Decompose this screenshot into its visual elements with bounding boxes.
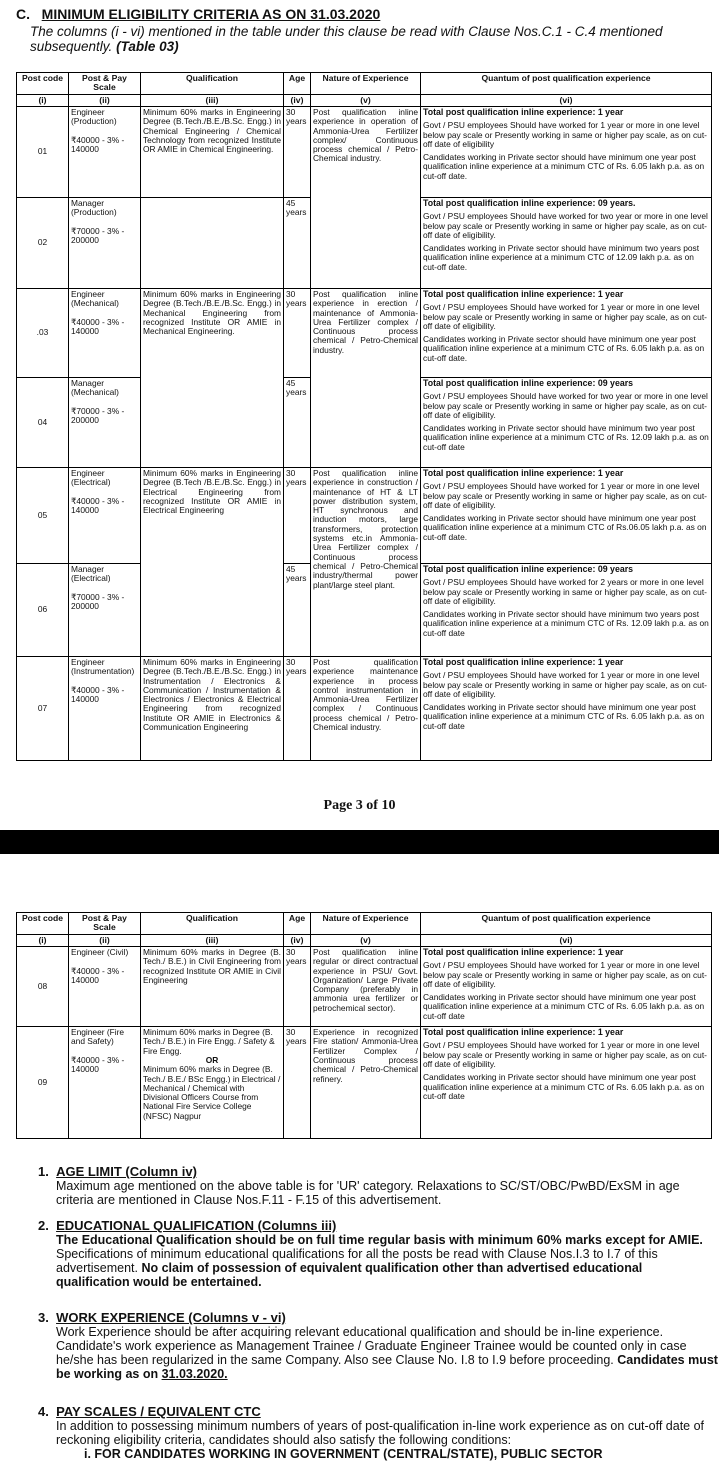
quantum-heading: Total post qualification inline experience: 09 years [423,378,634,388]
age-cell: 30 years [284,947,311,1027]
quantum-cell [421,564,712,657]
document-page-4 [0,854,719,1468]
page-separator-bar [0,830,719,854]
note-bold-2: No claim of possession of equivalent qualification other than advertised educational qualification would be entertained. [56,1261,643,1289]
note-work-experience [38,1310,718,1381]
experience-cell: Post qualification experience maintenance experience in process control instrumentation in Ammonia-Urea Fertilizer complex / Continuous process chemical / Petro-Chemical industry. [311,657,421,761]
quantum-heading: Total post qualification inline experience: 1 year [423,468,624,478]
post-pay-cell [69,564,141,657]
quantum-private: Candidates working in Private sector should have minimum one year post qualification inline experience at a minimum CTC of Rs. 6.05 lakh p.a. as on cut-off date [423,702,705,731]
quantum-cell [421,468,712,564]
experience-cell: Experience in recognized Fire station/ Ammonia-Urea Fertilizer Complex / Continuous process chemical / Petro-Chemical refinery. [311,1027,421,1139]
quantum-private: Candidates working in Private sector should have minimum one year post qualification inline experience at a minimum CTC of Rs. 6.05 lakh p.a. as on cut-off date. [423,152,705,181]
experience-cell: Post qualification inline experience in construction / maintenance of HT & LT power distribution system, HT synchronous and induction motors, large transformers, protection systems etc.in Ammonia-Urea Fertilizer complex / Continuous process chemical / Petro-Chemical industry/thermal power plant/large steel plant. [311,468,421,657]
numeral-v: (v) [311,935,421,947]
quantum-govt: Govt / PSU employees Should have worked for 1 year or more in one level below pay scale or Presently working in same or higher pay scale, as on cut-off date of eligibility. [423,960,707,989]
post-code-cell: .03 [17,289,69,378]
quantum-heading: Total post qualification inline experience: 1 year [423,657,624,667]
quantum-private: Candidates working in Private sector should have minimum two year post qualification inline experience at a minimum CTC of Rs. 12.09 lakh p.a. as on cut-off date [423,423,709,452]
note-body [56,1325,718,1381]
eligibility-table-page2 [16,912,712,1139]
post-name: Manager (Mechanical) [71,378,119,398]
table-row [17,947,712,1027]
post-code-cell: 02 [17,198,69,289]
post-name: Engineer (Instrumentation) [71,657,135,677]
quantum-private: Candidates working in Private sector should have minimum two years post qualification inline experience at a minimum CTC of Rs. 12.09 lakh p.a. as on cut-off date [423,609,709,638]
pay-scale: ₹40000 - 3% - 140000 [71,134,125,155]
quantum-cell [421,289,712,378]
note-number: 1. [38,1164,49,1179]
note-bold: Candidates must be working as on [56,1353,718,1381]
note-body: In addition to possessing minimum numbers of years of post-qualification in-line work experience as on cut-off date of reckoning eligibility criteria, candidates should also satisfy the following conditions: [56,1419,705,1447]
quantum-private: Candidates working in Private sector should have minimum one year post qualification inline experience at a minimum CTC of Rs. 6.05 lakh p.a. as on cut-off date [423,1072,705,1101]
numeral-i: (i) [17,95,69,107]
numeral-iii: (iii) [141,95,284,107]
quantum-cell [421,1027,712,1139]
section-heading [16,6,380,22]
table-header-row [17,73,712,95]
quantum-private: Candidates working in Private sector should have minimum one year post qualification inline experience at a minimum CTC of Rs.06.05 lakh p.a. as on cut-off date. [423,513,707,542]
section-letter: C. [16,6,30,22]
numeral-i: (i) [17,935,69,947]
quantum-govt: Govt / PSU employees Should have worked for 1 year or more in one level below pay scale or Presently working in same or higher pay scale, as on cut-off date of eligibility. [423,1040,707,1069]
note-normal: Specifications of minimum educational qualifications for all the posts be read with Clause Nos.I.3 to I.7 of this advertisement. [56,1247,658,1275]
age-cell: 30 years [284,657,311,761]
quantum-cell [421,198,712,289]
table-row [17,289,712,378]
quantum-govt: Govt / PSU employees Should have worked for 1 year or more in one level below pay scale or Presently working in same or higher pay scale, as on cut-off date of eligibility. [423,302,707,331]
post-code-cell: 01 [17,107,69,198]
note-title: AGE LIMIT (Column iv) [56,1164,197,1179]
note-pay-scales [38,1404,718,1461]
table-row [17,1027,712,1139]
qualification-option-a: Minimum 60% marks in Degree (B. Tech./ B.E.) in Fire Engg. / Safety & Fire Engg. [143,1027,275,1056]
age-cell: 45 years [284,564,311,657]
post-code-cell: 04 [17,378,69,468]
note-title: WORK EXPERIENCE (Columns v - vi) [56,1310,286,1325]
post-name: Manager (Production) [71,198,117,218]
note-number: 2. [38,1218,49,1233]
post-pay-cell [69,468,141,564]
quantum-govt: Govt / PSU employees Should have worked for 1 year or more in one level below pay scale or Presently working in same or higher pay scale, as on cut-off date of eligibility. [423,670,707,699]
numeral-ii: (ii) [69,95,141,107]
quantum-heading: Total post qualification inline experience: 09 years. [423,198,636,208]
pay-scale: ₹40000 - 3% - 140000 [71,495,125,516]
quantum-heading: Total post qualification inline experience: 1 year [423,947,624,957]
header-quantum: Quantum of post qualification experience [421,913,712,935]
quantum-govt: Govt / PSU employees Should have worked for 1 year or more in one level below pay scale or Presently working in same or higher pay scale, as on cut-off date of eligibility. [423,481,707,510]
numeral-vi: (vi) [421,95,712,107]
qualification-cell: Minimum 60% marks in Engineering Degree (B.Tech /B.E./B.Sc. Engg.) in Electrical Engineering from recognized Institute OR AMIE in Electrical Engineering [141,468,284,657]
note-body [56,1233,718,1289]
quantum-private: Candidates working in Private sector should have minimum one year post qualification inline experience at a minimum CTC of Rs. 6.05 lakh p.a. as on cut-off date [423,992,705,1021]
note-body: Maximum age mentioned on the above table is for 'UR' category. Relaxations to SC/ST/OBC/PwBD/ExSM in age criteria are mentioned in Clause Nos.F.11 - F.15 of this advertisement. [56,1179,680,1207]
numeral-ii: (ii) [69,935,141,947]
note-number: 3. [38,1310,49,1325]
qualification-cell [141,1027,284,1139]
numeral-vi: (vi) [421,935,712,947]
quantum-cell [421,378,712,468]
post-name: Manager (Electrical) [71,564,111,584]
table-header-row [17,913,712,935]
header-post-pay: Post & Pay Scale [69,73,141,95]
pay-scale: ₹40000 - 3% - 140000 [71,316,125,337]
numeral-iv: (iv) [284,935,311,947]
post-pay-cell [69,947,141,1027]
note-normal: Work Experience should be after acquiring relevant educational qualification and should be in-line experience. Candidate's work experience as Management Trainee / Graduate Engineer Trainee would be counted only in case he/she has been regularized in the same Company. Also see Clause No. I.8 to I.9 before proceeding. [56,1325,687,1367]
numeral-iv: (iv) [284,95,311,107]
age-cell: 30 years [284,468,311,564]
post-code-cell: 09 [17,1027,69,1139]
quantum-cell [421,947,712,1027]
quantum-private: Candidates working in Private sector should have minimum one year post qualification inline experience at a minimum CTC of Rs. 6.05 lakh p.a. as on cut-off date. [423,334,705,363]
quantum-heading: Total post qualification inline experience: 1 year [423,289,624,299]
post-code-cell: 07 [17,657,69,761]
quantum-heading: Total post qualification inline experience: 1 year [423,1027,624,1038]
note-title: PAY SCALES / EQUIVALENT CTC [56,1404,261,1419]
page-number: Page 3 of 10 [323,798,396,813]
post-code-cell: 06 [17,564,69,657]
note-date: 31.03.2020. [161,1367,228,1381]
header-age: Age [284,913,311,935]
header-quantum: Quantum of post qualification experience [421,73,712,95]
post-name: Engineer (Electrical) [71,468,111,488]
pay-scale: ₹70000 - 3% - 200000 [71,225,125,246]
post-pay-cell [69,1027,141,1139]
header-age: Age [284,73,311,95]
note-number: 4. [38,1404,49,1419]
table-row [17,657,712,761]
quantum-private: Candidates working in Private sector should have minimum two years post qualification inline experience at a minimum CTC of 12.09 lakh p.a. as on cut-off date. [423,243,700,272]
post-pay-cell [69,289,141,378]
age-cell: 45 years [284,198,311,289]
post-pay-cell [69,107,141,198]
post-pay-cell [69,198,141,289]
numeral-iii: (iii) [141,935,284,947]
pay-scale: ₹70000 - 3% - 200000 [71,405,125,426]
table-row [17,468,712,564]
quantum-cell [421,657,712,761]
eligibility-table-page1 [16,72,712,761]
age-cell: 30 years [284,289,311,378]
post-pay-cell [69,378,141,468]
post-name: Engineer (Civil) [71,947,129,957]
header-experience: Nature of Experience [311,73,421,95]
qualification-cell: Minimum 60% marks in Engineering Degree (B.Tech./B.E./B.Sc. Engg.) in Instrumentation / Electronics & Communication / Instrumentation & Electronics / Electronics & Electrical Engineering from recognized Institute OR AMIE in Electronics & Communication Engineering [141,657,284,761]
intro-text: The columns (i - vi) mentioned in the table under this clause be read with Clause Nos.C.1 - C.4 mentioned subsequently. [30,24,663,54]
header-post-code: Post code [17,73,69,95]
qualification-cell: Minimum 60% marks in Engineering Degree (B.Tech./B.E./B.Sc. Engg.) in Mechanical Engineering from recognized Institute OR AMIE in Mechanical Engineering. [141,289,284,468]
intro-table-ref: (Table 03) [116,39,179,54]
pay-scale: ₹40000 - 3% - 140000 [71,1054,125,1075]
column-numeral-row [17,935,712,947]
quantum-govt: Govt / PSU employees Should have worked for 1 year or more in one level below pay scale or Presently working in same or higher pay scale, as on cut-off date of eligibility [423,120,707,149]
age-cell: 30 years [284,1027,311,1139]
age-cell: 30 years [284,107,311,198]
pay-scale: ₹40000 - 3% - 140000 [71,684,125,705]
note-title: EDUCATIONAL QUALIFICATION (Columns iii) [56,1218,337,1233]
column-numeral-row [17,95,712,107]
qualification-option-b: Minimum 60% marks in Degree (B. Tech./ B.E./ BSc Engg.) in Electrical / Mechanical / Chemical with Divisional Officers Course from National Fire Service College (NFSC) Nagpur [143,1064,281,1121]
qualification-or: OR [205,1054,219,1065]
qualification-cell: Minimum 60% marks in Degree (B. Tech./ B.E.) in Civil Engineering from recognized Institute OR AMIE in Civil Engineering [141,947,284,1027]
pay-scale: ₹40000 - 3% - 140000 [71,965,125,985]
post-pay-cell [69,657,141,761]
section-intro [30,24,710,54]
post-code-cell: 08 [17,947,69,1027]
age-cell: 45 years [284,378,311,468]
qualification-cell: Minimum 60% marks in Engineering Degree (B.Tech./B.E./B.Sc. Engg.) in Chemical Engineering / Chemical Technology from recognized Institute OR AMIE in Chemical Engineering. [141,107,284,198]
pay-scale: ₹70000 - 3% - 200000 [71,591,125,612]
header-experience: Nature of Experience [311,913,421,935]
post-name: Engineer (Production) [71,107,117,127]
header-qualification: Qualification [141,913,284,935]
post-name: Engineer (Fire and Safety) [71,1027,125,1047]
header-post-pay: Post & Pay Scale [69,913,141,935]
experience-cell: Post qualification inline experience in operation of Ammonia-Urea Fertilizer complex/ Continuous process chemical / Petro-Chemical industry. [311,107,421,289]
quantum-govt: Govt / PSU employees Should have worked for 2 years or more in one level below pay scale or Presently working in same or higher pay scale, as on cut-off date of eligibility. [423,577,707,606]
numeral-v: (v) [311,95,421,107]
quantum-govt: Govt / PSU employees Should have worked for two year or more in one level below pay scale or Presently working in same or higher pay scale, as on cut-off date of eligibility. [423,391,708,420]
header-post-code: Post code [17,913,69,935]
section-title: MINIMUM ELIGIBILITY CRITERIA AS ON 31.03.2020 [41,6,381,22]
quantum-heading: Total post qualification inline experience: 1 year [423,107,624,117]
table-row [17,107,712,198]
experience-cell: Post qualification inline regular or direct contractual experience in PSU/ Govt. Organization/ Large Private Company (preferably in ammonia urea fertilizer or petrochemical sector). [311,947,421,1027]
note-educational-qualification [38,1218,718,1289]
experience-cell: Post qualification inline experience in erection / maintenance of Ammonia-Urea Fertilizer complex / Continuous process chemical / Petro-Chemical industry. [311,289,421,468]
quantum-heading: Total post qualification inline experience: 09 years [423,564,634,574]
note-age-limit [38,1164,718,1207]
quantum-govt: Govt / PSU employees Should have worked for two year or more in one level below pay scale or Presently working in same or higher pay scale, as on cut-off date of eligibility. [423,211,708,240]
qualification-cell-empty [141,198,284,289]
post-code-cell: 05 [17,468,69,564]
header-qualification: Qualification [141,73,284,95]
quantum-cell [421,107,712,198]
post-name: Engineer (Mechanical) [71,289,119,309]
note-cut-line: i. FOR CANDIDATES WORKING IN GOVERNMENT (CENTRAL/STATE), PUBLIC SECTOR [84,1447,603,1461]
note-bold-1: The Educational Qualification should be on full time regular basis with minimum 60% marks except for AMIE. [56,1233,703,1247]
